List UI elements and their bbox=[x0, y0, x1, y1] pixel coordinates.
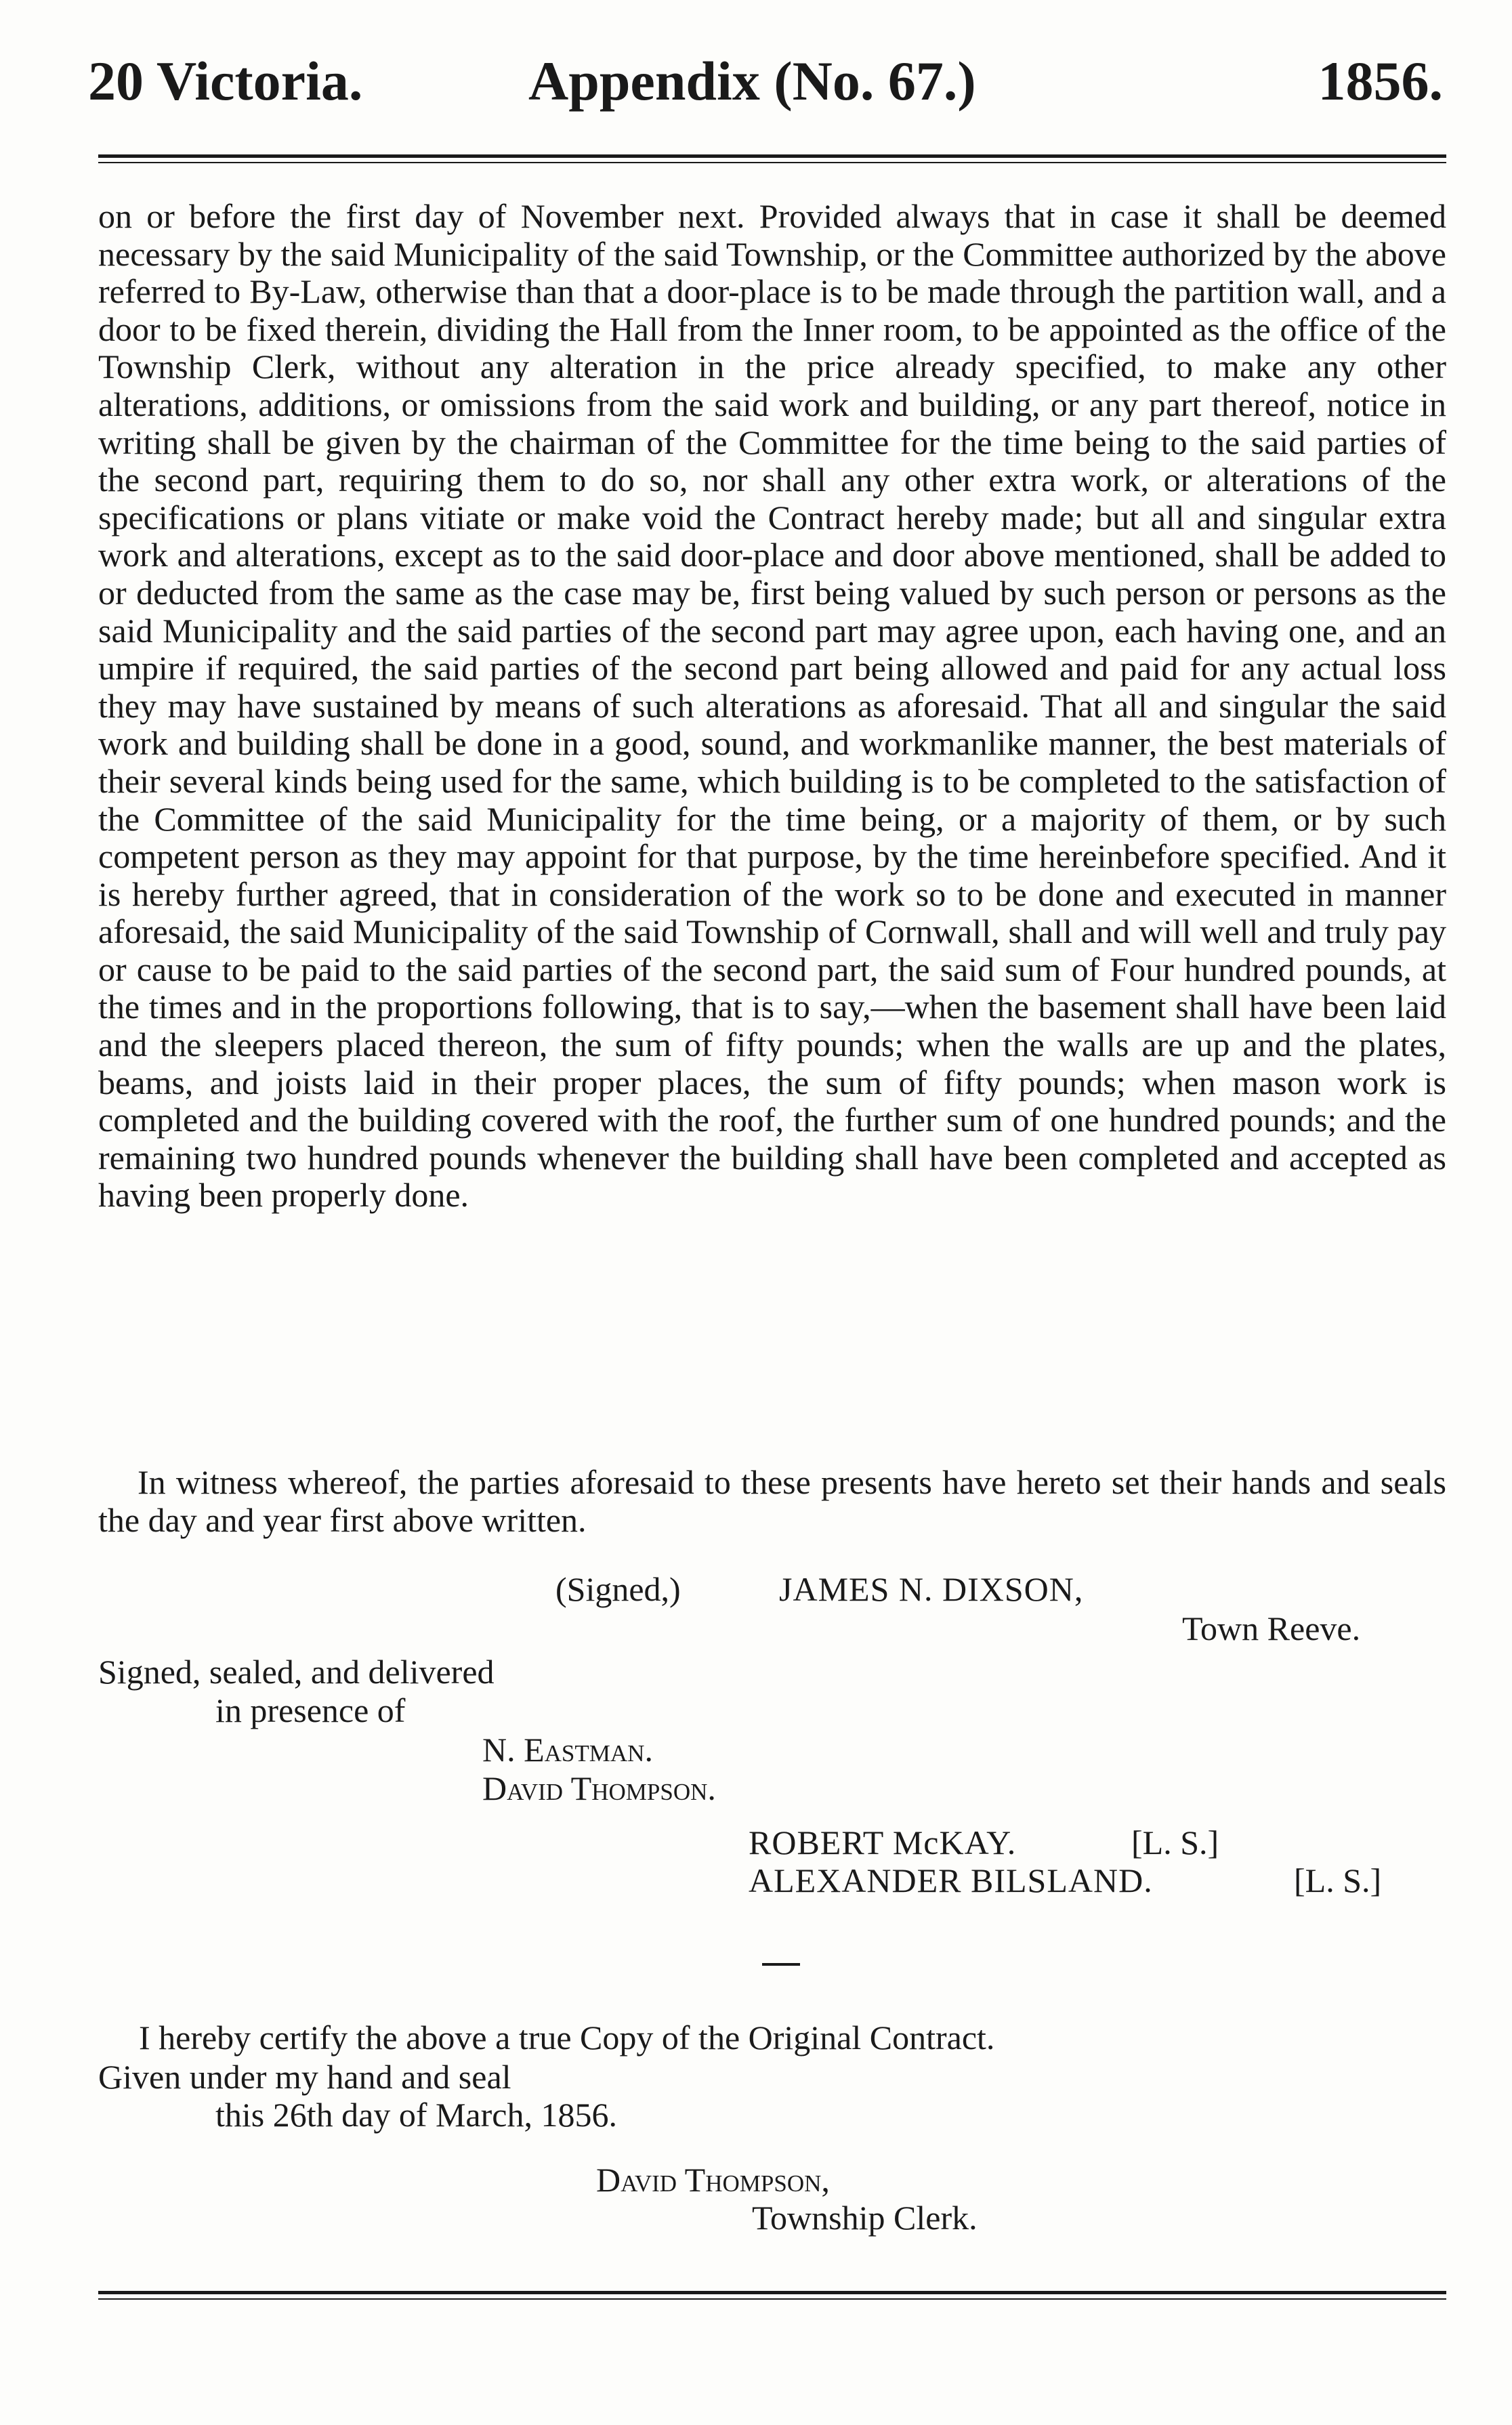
page-header bbox=[88, 47, 1443, 115]
signed-label: (Signed,) bbox=[555, 1570, 681, 1608]
clerk-title: Township Clerk. bbox=[752, 2199, 978, 2237]
witness-paragraph: In witness whereof, the parties aforesaid to these presents have hereto set their hands and seals the day and year first above written. bbox=[98, 1463, 1446, 1539]
footer-rule bbox=[98, 2291, 1446, 2300]
party-seal-2: [L. S.] bbox=[1294, 1861, 1382, 1899]
witness-name-2: David Thompson. bbox=[482, 1769, 716, 1807]
contract-body bbox=[98, 198, 1446, 1215]
year-label: 1856. bbox=[1318, 50, 1443, 112]
reeve-title: Town Reeve. bbox=[1182, 1609, 1361, 1647]
contract-paragraph: on or before the first day of November next. Provided always that in case it shall be deemed necessary by the said Municipality of the said Township, or the Committee authorized by the above referred to By-Law, otherwise than that a door-place is to be made through the partition wall, and a door to be fixed therein, dividing the Hall from the Inner room, to be appointed as the office of the Township Clerk, without any alteration in the price already specified, to make any other alterations, additions, or omissions from the said work and building, or any part thereof, notice in writing shall be given by the chairman of the Committee for the time being to the said parties of the second part, requiring them to do so, nor shall any other extra work, or alterations of the specifications or plans vitiate or make void the Contract hereby made; but all and singular extra work and alterations, except as to the said door-place and door above mentioned, shall be added to or deducted from the same as the case may be, first being valued by such person or persons as the said Municipality and the said parties of the second part may agree upon, each having one, and an umpire if required, the said parties of the second part being allowed and paid for any actual loss they may have sustained by means of such alterations as aforesaid. That all and singular the said work and building shall be done in a good, sound, and workmanlike manner, the best materials of their several kinds being used for the same, which building is to be completed to the satisfaction of the Committee of the said Municipality for the time being, or a majority of them, or by such competent person as they may appoint for that purpose, by the time hereinbefore specified. And it is hereby further agreed, that in consideration of the work so to be done and executed in manner aforesaid, the said Municipality of the said Township of Cornwall, shall and will well and truly pay or cause to be paid to the said parties of the second part, the said sum of Four hundred pounds, at the times and in the proportions following, that is to say,—when the basement shall have been laid and the sleepers placed thereon, the sum of fifty pounds; when the walls are up and the plates, beams, and joists laid in their proper places, the sum of fifty pounds; when mason work is completed and the building covered with the roof, the further sum of one hundred pounds; and the remaining two hundred pounds whenever the building shall have been completed and accepted as having been properly done. bbox=[98, 197, 1446, 1215]
header-rule bbox=[98, 154, 1446, 163]
certify-line-2: Given under my hand and seal bbox=[98, 2058, 511, 2096]
session-label: 20 Victoria. bbox=[88, 50, 363, 112]
witness-name-1: N. Eastman. bbox=[482, 1731, 653, 1769]
party-name-2: ALEXANDER BILSLAND. bbox=[749, 1861, 1153, 1899]
party-name-1: ROBERT McKAY. bbox=[749, 1823, 1017, 1861]
delivered-line-2: in presence of bbox=[215, 1691, 406, 1729]
certify-line-3: this 26th day of March, 1856. bbox=[215, 2096, 617, 2134]
separator-rule bbox=[762, 1963, 800, 1966]
certify-line-1: I hereby certify the above a true Copy of the Original Contract. bbox=[139, 2019, 995, 2057]
clerk-name: David Thompson, bbox=[596, 2161, 830, 2199]
party-seal-1: [L. S.] bbox=[1131, 1823, 1219, 1861]
appendix-label: Appendix (No. 67.) bbox=[528, 50, 976, 112]
delivered-line-1: Signed, sealed, and delivered bbox=[98, 1653, 495, 1691]
reeve-name: JAMES N. DIXSON, bbox=[779, 1570, 1084, 1608]
